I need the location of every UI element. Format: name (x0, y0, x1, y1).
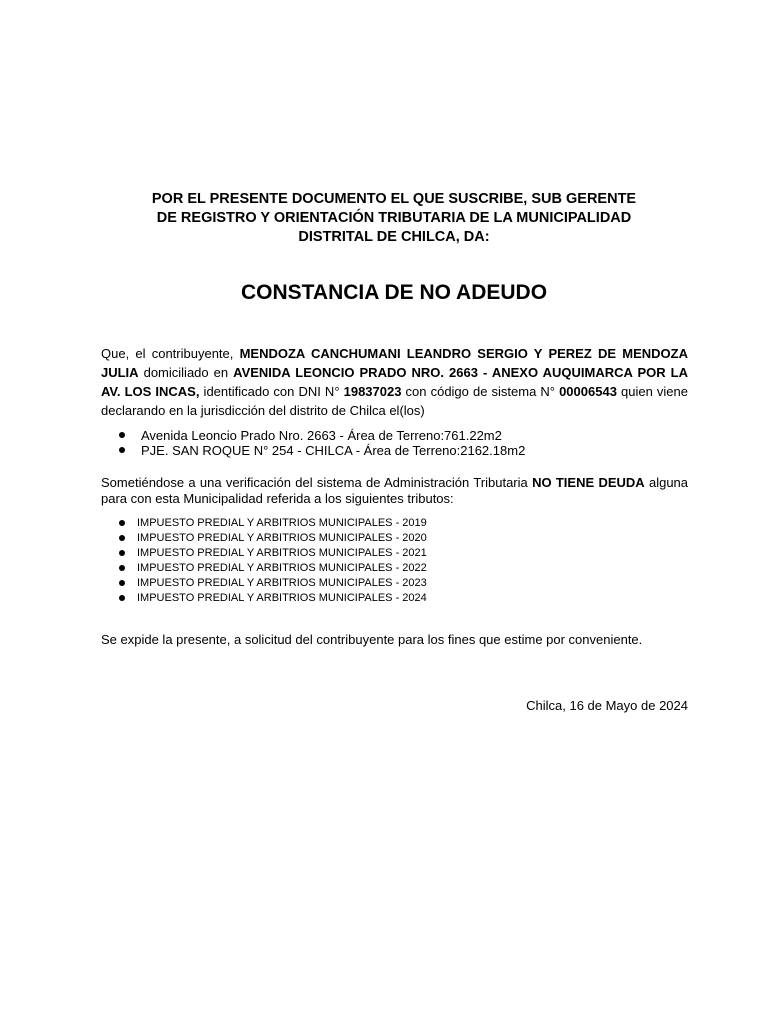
document-title: CONSTANCIA DE NO ADEUDO (240, 281, 548, 304)
property-item: Avenida Leoncio Prado Nro. 2663 - Área de Terreno:761.22m2 (101, 428, 688, 443)
p1-text-1: Que, el contribuyente, (101, 346, 240, 361)
p1-text-4: con código de sistema N° (401, 384, 560, 399)
tax-item: IMPUESTO PREDIAL Y ARBITRIOS MUNICIPALES - 2020 (101, 531, 688, 546)
paragraph-contributor (101, 344, 688, 420)
property-item: PJE. SAN ROQUE N° 254 - CHILCA - Área de Terreno:2162.18m2 (101, 443, 688, 458)
tax-item: IMPUESTO PREDIAL Y ARBITRIOS MUNICIPALES - 2024 (101, 591, 688, 606)
p2-text-2: alguna para con esta Municipalidad referida a los siguientes tributos: (101, 475, 689, 506)
issue-date: Chilca, 16 de Mayo de 2024 (526, 698, 688, 713)
contributor-dni: 19837023 (343, 384, 402, 399)
paragraph-verification (101, 475, 688, 507)
contributor-address: AVENIDA LEONCIO PRADO NRO. 2663 - ANEXO AUQUIMARCA POR LA AV. LOS INCAS, (101, 365, 688, 399)
document-heading (110, 190, 678, 247)
heading-line-1: POR EL PRESENTE DOCUMENTO EL QUE SUSCRIBE, SUB GERENTE (151, 191, 637, 207)
paragraph-closing: Se expide la presente, a solicitud del contribuyente para los fines que estime por conveniente. (101, 632, 643, 647)
p1-text-3: identificado con DNI N° (199, 384, 344, 399)
tax-item: IMPUESTO PREDIAL Y ARBITRIOS MUNICIPALES - 2021 (101, 546, 688, 561)
heading-line-2: DE REGISTRO Y ORIENTACIÓN TRIBUTARIA DE LA MUNICIPALIDAD (156, 210, 632, 226)
contributor-name: MENDOZA CANCHUMANI LEANDRO SERGIO Y PEREZ DE MENDOZA JULIA (101, 346, 688, 380)
system-code: 00006543 (559, 384, 617, 399)
tax-item: IMPUESTO PREDIAL Y ARBITRIOS MUNICIPALES - 2019 (101, 516, 688, 531)
no-debt-label: NO TIENE DEUDA (532, 475, 645, 490)
p2-text-1: Sometiéndose a una verificación del sistema de Administración Tributaria (101, 475, 533, 490)
tax-item: IMPUESTO PREDIAL Y ARBITRIOS MUNICIPALES - 2023 (101, 576, 688, 591)
p1-text-2: domiciliado en (138, 365, 234, 380)
tax-list (101, 516, 688, 606)
heading-line-3: DISTRITAL DE CHILCA, DA: (298, 229, 490, 245)
tax-item: IMPUESTO PREDIAL Y ARBITRIOS MUNICIPALES - 2022 (101, 561, 688, 576)
p1-text-5: quien viene declarando en la jurisdicción del distrito de Chilca el(los) (101, 384, 688, 418)
property-list (101, 428, 688, 458)
